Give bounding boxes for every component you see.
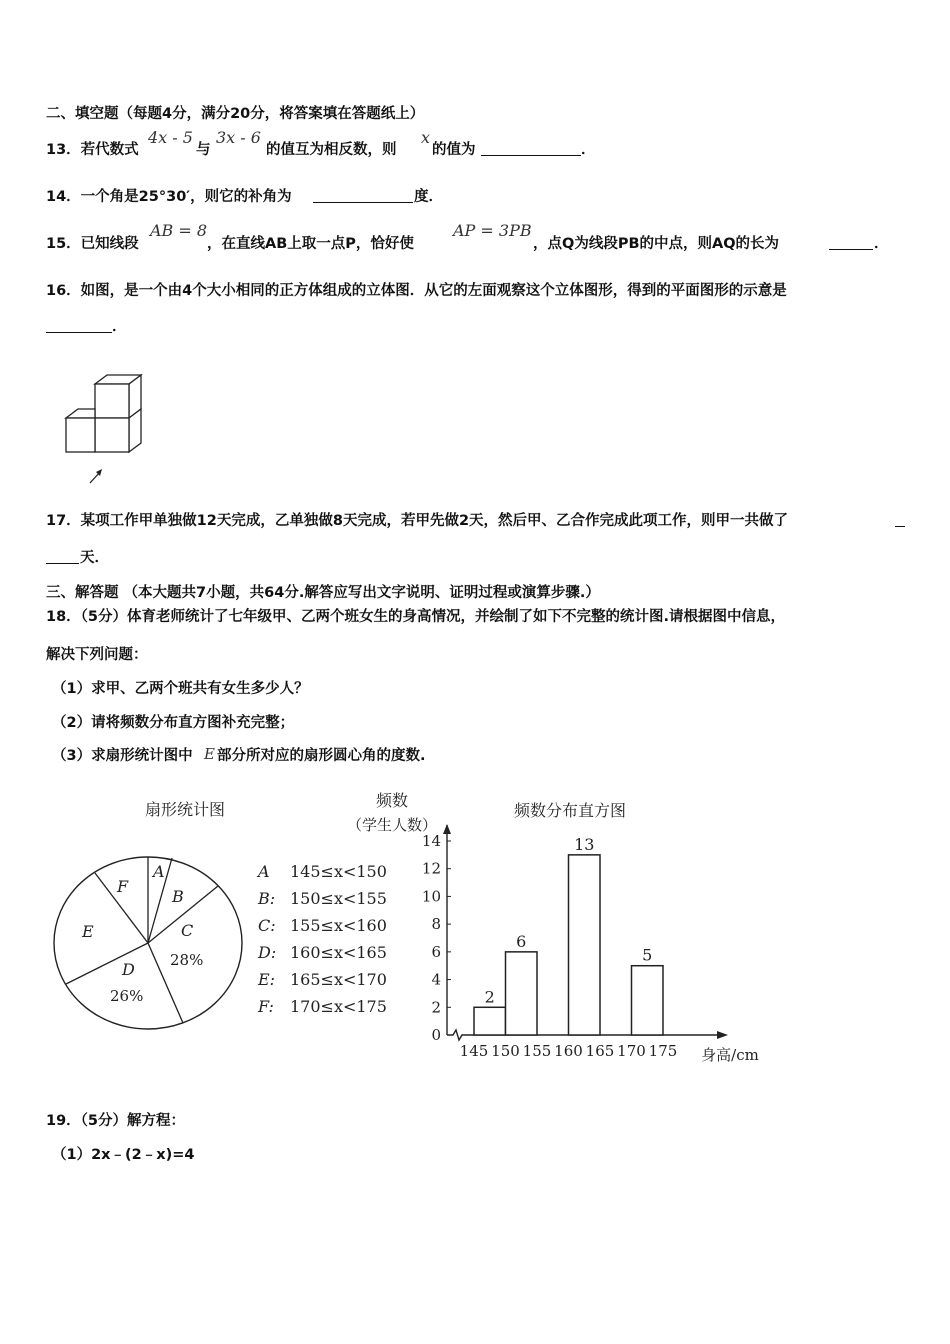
histogram-y-tick-label: 0	[431, 1026, 441, 1044]
q14-answer-blank[interactable]	[313, 188, 413, 203]
q16-end: ．	[112, 319, 127, 335]
q13-end: ．	[581, 142, 596, 158]
histogram-x-tick-label: 155	[522, 1042, 552, 1060]
q18-text-a: 18．（5分）体育老师统计了七年级甲、乙两个班女生的身高情况，并绘制了如下不完整的统计图.请根据图中信息，	[46, 609, 786, 625]
histogram-x-tick-label: 150	[491, 1042, 520, 1060]
q16-answer-blank[interactable]	[46, 318, 112, 333]
section3-title: 三、解答题 （本大题共7小题，共64分.解答应写出文字说明、证明过程或演算步骤.）	[46, 585, 600, 601]
pie-chart	[40, 795, 260, 1045]
q13-answer-blank[interactable]	[481, 141, 581, 156]
histogram-bar-label: 13	[574, 834, 595, 854]
q13-text-a: 13．若代数式	[46, 142, 139, 158]
q18-part-2: （2）请将频数分布直方图补充完整；	[52, 715, 295, 731]
q13-text-b: 与	[196, 142, 211, 158]
histogram-bar-label: 6	[516, 931, 527, 951]
q15-expr-2: AP = 3PB	[453, 221, 532, 240]
histogram-y-tick-label: 8	[431, 915, 441, 934]
cube-figure	[60, 372, 150, 487]
legend-key-b: B:	[258, 889, 276, 908]
histogram-y-tick-label: 2	[431, 998, 441, 1017]
q16-text-a: 16．如图，是一个由4个大小相同的正方体组成的立体图．从它的左面观察这个立体图形，得到的平面图形的示意是	[46, 283, 787, 299]
legend-range-f: 170≤x<175	[290, 997, 387, 1016]
q13-expr-1: 4x - 5	[148, 128, 193, 147]
q15-text-a: 15．已知线段	[46, 236, 139, 252]
q15-answer-blank[interactable]	[829, 235, 873, 250]
histogram-x-tick-label: 145	[459, 1042, 489, 1060]
q18-part-1: （1）求甲、乙两个班共有女生多少人？	[52, 681, 309, 697]
legend-range-c: 155≤x<160	[290, 916, 387, 935]
histogram-bar	[506, 952, 538, 1035]
q15-text-b: ，在直线AB上取一点P，恰好使	[207, 236, 414, 252]
histogram-bar-label: 5	[642, 945, 653, 965]
histogram-y-tick-label: 12	[421, 859, 441, 878]
histogram-y-tick-label: 6	[431, 942, 441, 961]
histogram-xlabel: 身高/cm	[701, 1046, 759, 1064]
q13-expr-2: 3x - 6	[216, 128, 261, 147]
pie-label-b: B	[172, 887, 184, 906]
q18-text-b: 解决下列问题：	[46, 647, 148, 663]
q15-text-c: ，点Q为线段PB的中点，则AQ的长为	[533, 236, 780, 252]
legend-key-f: F:	[258, 997, 274, 1016]
q19-part-1: （1）2x﹣(2﹣x)=4	[52, 1147, 195, 1163]
pie-label-f: F	[117, 877, 129, 896]
histogram-y-tick-label: 14	[421, 832, 441, 850]
histogram-ylabel: 频数	[375, 791, 409, 810]
histogram-title: 频数分布直方图	[513, 801, 627, 820]
pie-label-c: C	[181, 921, 194, 940]
legend-key-c: C:	[258, 916, 276, 935]
section2-title: 二、填空题（每题4分，满分20分，将答案填在答题纸上）	[46, 106, 425, 122]
q17-text-b: 天．	[80, 550, 109, 566]
q18-part-3b: 部分所对应的扇形圆心角的度数.	[217, 748, 426, 764]
pie-label-a: A	[153, 862, 165, 881]
histogram-x-tick-label: 165	[585, 1042, 615, 1060]
histogram-x-tick-label: 170	[617, 1042, 646, 1060]
q13-expr-3: x	[421, 128, 431, 147]
legend-range-e: 165≤x<170	[290, 970, 387, 989]
histogram-bar	[569, 855, 601, 1035]
q13-text-c: 的值互为相反数，则	[266, 142, 397, 158]
pie-percent-c: 28%	[170, 951, 204, 969]
q17-answer-blank-start[interactable]	[895, 512, 905, 527]
legend-key-d: D:	[258, 943, 277, 962]
q15-end: ．	[874, 236, 889, 252]
histogram-ylabel-sub: （学生人数）	[346, 816, 438, 834]
histogram-bar	[632, 966, 664, 1035]
histogram-x-axis-arrow-icon	[717, 1031, 728, 1039]
pie-title: 扇形统计图	[144, 800, 226, 819]
q13-text-d: 的值为	[432, 142, 476, 158]
q14-text-b: 度．	[414, 189, 443, 205]
q18-part-3-letter: E	[204, 745, 215, 763]
q14-text-a: 14．一个角是25°30′，则它的补角为	[46, 189, 292, 205]
histogram-bar	[474, 1007, 506, 1035]
histogram-x-tick-label: 160	[554, 1042, 583, 1060]
q18-part-3a: （3）求扇形统计图中	[52, 748, 193, 764]
legend-key-e: E:	[258, 970, 276, 989]
histogram-x-tick-label: 175	[648, 1042, 678, 1060]
q19-text-a: 19．（5分）解方程：	[46, 1113, 186, 1129]
histogram-bar-label: 2	[484, 987, 495, 1007]
pie-label-e: E	[82, 922, 94, 941]
legend-range-b: 150≤x<155	[290, 889, 387, 908]
legend-key-a: A	[258, 862, 270, 881]
histogram-y-tick-label: 4	[431, 970, 441, 989]
legend-range-a: 145≤x<150	[290, 862, 387, 881]
legend-range-d: 160≤x<165	[290, 943, 387, 962]
histogram-y-axis-arrow-icon	[443, 824, 451, 834]
histogram-y-tick-label: 10	[421, 887, 441, 906]
q17-text-a: 17．某项工作甲单独做12天完成，乙单独做8天完成，若甲先做2天，然后甲、乙合作完成此项工作，则甲一共做了	[46, 513, 789, 529]
q15-expr-1: AB = 8	[150, 221, 208, 240]
view-direction-arrow-icon	[90, 469, 102, 483]
q17-answer-blank-end[interactable]	[46, 549, 79, 564]
histogram-chart	[320, 785, 780, 1075]
pie-percent-d: 26%	[110, 987, 144, 1005]
pie-label-d: D	[122, 960, 135, 979]
